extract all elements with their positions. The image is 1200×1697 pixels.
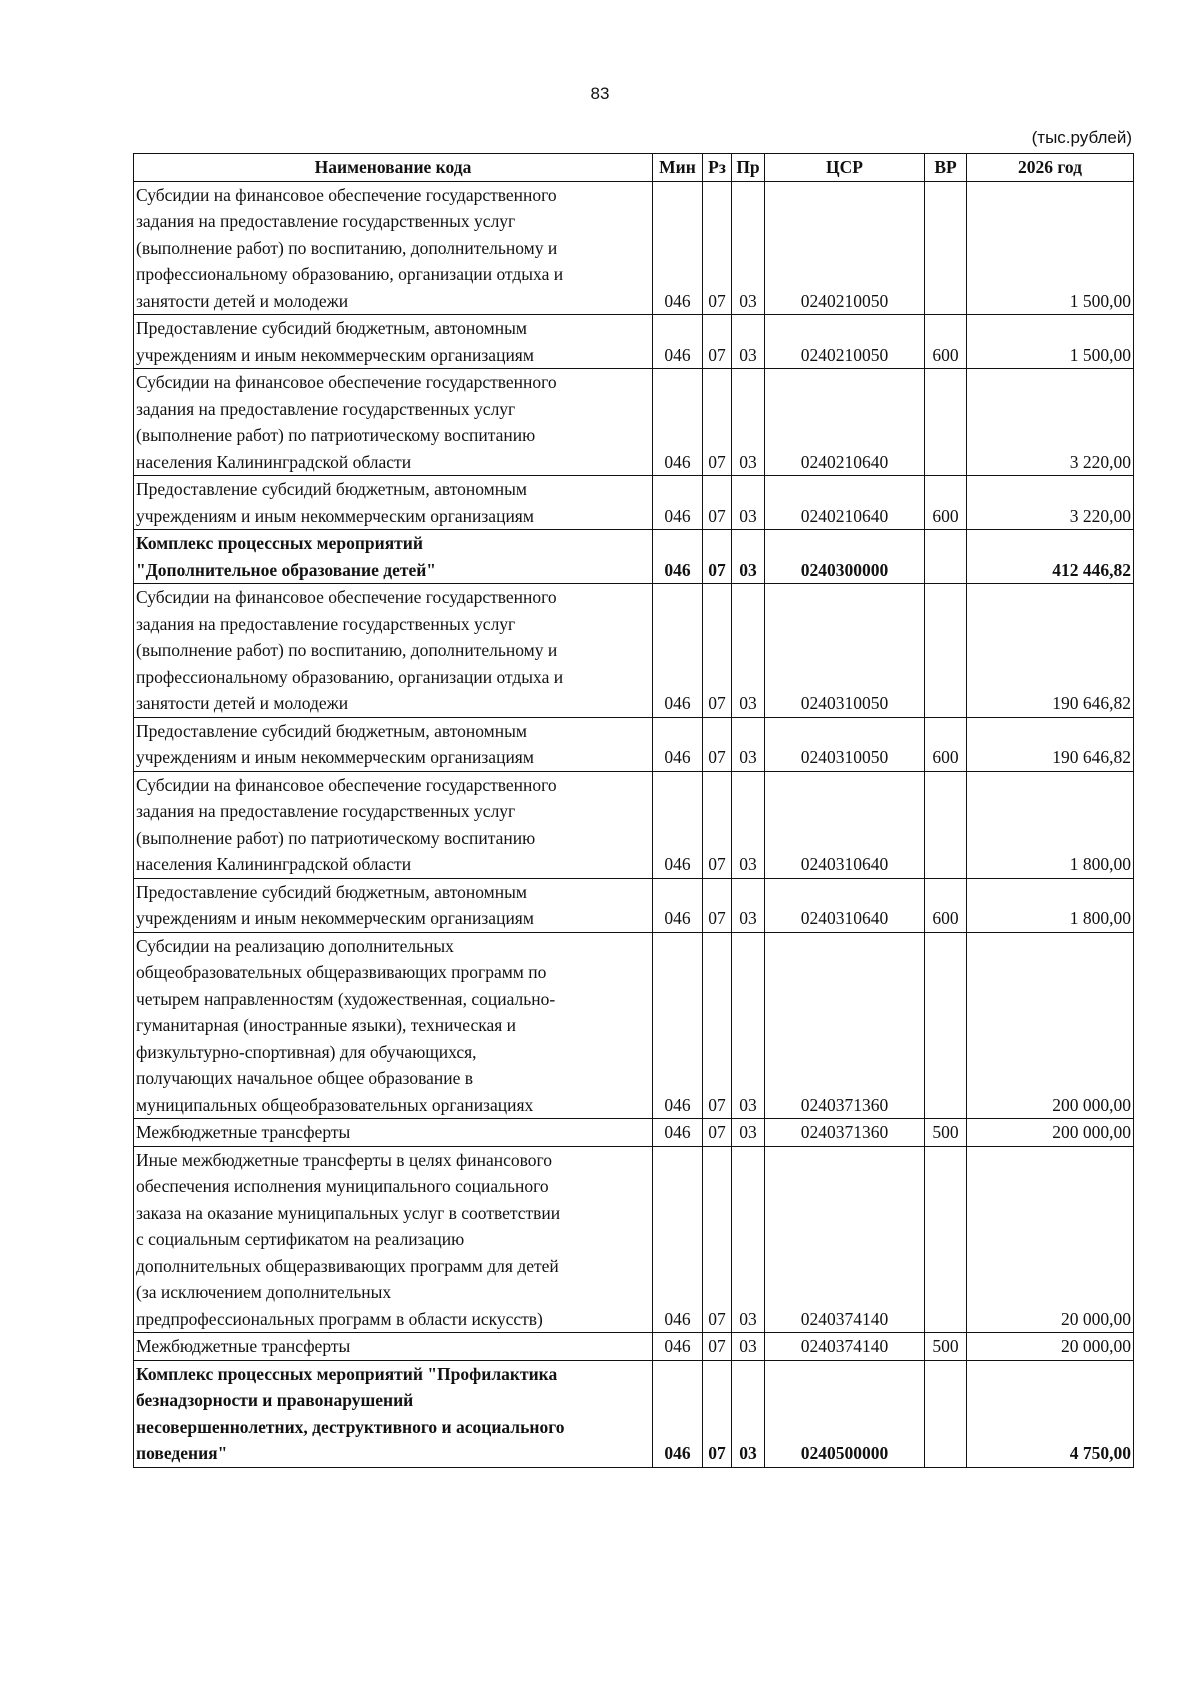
- rz-cell: 07: [703, 717, 732, 771]
- csr-cell: 0240210050: [765, 181, 925, 315]
- sum-cell: 4 750,00: [967, 1360, 1134, 1467]
- row-name-cell: Иные межбюджетные трансферты в целях финансового обеспечения исполнения муниципального социального заказа на оказание муниципальных услуг в соответствии с социальным сертификатом на реализацию дополнительных общеразвивающих программ для детей (за исключением дополнительных предпрофессиональных программ в области искусств): [134, 1146, 653, 1333]
- csr-cell: 0240310050: [765, 717, 925, 771]
- min-cell: 046: [653, 181, 703, 315]
- table-body: [134, 181, 1134, 1467]
- vr-cell: 600: [925, 476, 967, 530]
- min-cell: 046: [653, 584, 703, 718]
- page-number: 83: [590, 84, 610, 103]
- min-cell: 046: [653, 771, 703, 878]
- min-cell: 046: [653, 932, 703, 1119]
- min-cell: 046: [653, 878, 703, 932]
- vr-cell: 500: [925, 1333, 967, 1361]
- row-name-cell: Субсидии на реализацию дополнительных общеобразовательных общеразвивающих программ по четырем направленностям (художественная, социально- гуманитарная (иностранные языки), техническая и физкультурно-спортивная) для обучающихся, получающих начальное общее образование в муниципальных общеобразовательных организациях: [134, 932, 653, 1119]
- vr-cell: [925, 932, 967, 1119]
- sum-cell: 3 220,00: [967, 369, 1134, 476]
- header-name: Наименование кода: [134, 154, 653, 182]
- sum-cell: 190 646,82: [967, 584, 1134, 718]
- table-row: [134, 584, 1134, 718]
- min-cell: 046: [653, 530, 703, 584]
- table-row: [134, 369, 1134, 476]
- sum-cell: 3 220,00: [967, 476, 1134, 530]
- pr-cell: 03: [732, 878, 765, 932]
- vr-cell: 500: [925, 1119, 967, 1147]
- table-row: [134, 1119, 1134, 1147]
- table-row: [134, 717, 1134, 771]
- pr-cell: 03: [732, 1333, 765, 1361]
- vr-cell: [925, 1146, 967, 1333]
- sum-cell: 1 500,00: [967, 315, 1134, 369]
- min-cell: 046: [653, 476, 703, 530]
- vr-cell: [925, 584, 967, 718]
- csr-cell: 0240210050: [765, 315, 925, 369]
- table-header-row: [134, 154, 1134, 182]
- vr-cell: 600: [925, 717, 967, 771]
- budget-table: [133, 153, 1134, 1468]
- min-cell: 046: [653, 315, 703, 369]
- vr-cell: 600: [925, 315, 967, 369]
- table-row: [134, 181, 1134, 315]
- row-name-cell: Комплекс процессных мероприятий "Профилактика безнадзорности и правонарушений несовершеннолетних, деструктивного и асоциального поведения": [134, 1360, 653, 1467]
- min-cell: 046: [653, 1119, 703, 1147]
- header-pr: Пр: [732, 154, 765, 182]
- rz-cell: 07: [703, 181, 732, 315]
- table-row: [134, 1333, 1134, 1361]
- pr-cell: 03: [732, 369, 765, 476]
- rz-cell: 07: [703, 1333, 732, 1361]
- table-row: [134, 530, 1134, 584]
- row-name-cell: Комплекс процессных мероприятий "Дополнительное образование детей": [134, 530, 653, 584]
- table-row: [134, 932, 1134, 1119]
- row-name-cell: Субсидии на финансовое обеспечение государственного задания на предоставление государственных услуг (выполнение работ) по патриотическому воспитанию населения Калининградской области: [134, 369, 653, 476]
- row-name-cell: Субсидии на финансовое обеспечение государственного задания на предоставление государственных услуг (выполнение работ) по воспитанию, дополнительному и профессиональному образованию, организации отдыха и занятости детей и молодежи: [134, 584, 653, 718]
- csr-cell: 0240210640: [765, 369, 925, 476]
- header-csr: ЦСР: [765, 154, 925, 182]
- csr-cell: 0240371360: [765, 1119, 925, 1147]
- csr-cell: 0240310050: [765, 584, 925, 718]
- rz-cell: 07: [703, 584, 732, 718]
- table-row: [134, 476, 1134, 530]
- csr-cell: 0240310640: [765, 771, 925, 878]
- pr-cell: 03: [732, 1119, 765, 1147]
- rz-cell: 07: [703, 1146, 732, 1333]
- rz-cell: 07: [703, 369, 732, 476]
- csr-cell: 0240210640: [765, 476, 925, 530]
- pr-cell: 03: [732, 530, 765, 584]
- vr-cell: 600: [925, 878, 967, 932]
- table-row: [134, 315, 1134, 369]
- sum-cell: 20 000,00: [967, 1146, 1134, 1333]
- row-name-cell: Межбюджетные трансферты: [134, 1119, 653, 1147]
- pr-cell: 03: [732, 315, 765, 369]
- sum-cell: 1 800,00: [967, 771, 1134, 878]
- sum-cell: 412 446,82: [967, 530, 1134, 584]
- pr-cell: 03: [732, 717, 765, 771]
- row-name-cell: Субсидии на финансовое обеспечение государственного задания на предоставление государственных услуг (выполнение работ) по патриотическому воспитанию населения Калининградской области: [134, 771, 653, 878]
- table-row: [134, 1146, 1134, 1333]
- sum-cell: 20 000,00: [967, 1333, 1134, 1361]
- vr-cell: [925, 771, 967, 878]
- table-row: [134, 1360, 1134, 1467]
- row-name-cell: Предоставление субсидий бюджетным, автономным учреждениям и иным некоммерческим организациям: [134, 315, 653, 369]
- rz-cell: 07: [703, 1119, 732, 1147]
- pr-cell: 03: [732, 1360, 765, 1467]
- row-name-cell: Предоставление субсидий бюджетным, автономным учреждениям и иным некоммерческим организациям: [134, 476, 653, 530]
- rz-cell: 07: [703, 476, 732, 530]
- rz-cell: 07: [703, 530, 732, 584]
- units-label: (тыс.рублей): [1031, 128, 1132, 147]
- vr-cell: [925, 369, 967, 476]
- min-cell: 046: [653, 1360, 703, 1467]
- pr-cell: 03: [732, 1146, 765, 1333]
- pr-cell: 03: [732, 771, 765, 878]
- row-name-cell: Субсидии на финансовое обеспечение государственного задания на предоставление государственных услуг (выполнение работ) по воспитанию, дополнительному и профессиональному образованию, организации отдыха и занятости детей и молодежи: [134, 181, 653, 315]
- rz-cell: 07: [703, 771, 732, 878]
- csr-cell: 0240310640: [765, 878, 925, 932]
- pr-cell: 03: [732, 181, 765, 315]
- row-name-cell: Межбюджетные трансферты: [134, 1333, 653, 1361]
- sum-cell: 1 500,00: [967, 181, 1134, 315]
- table-row: [134, 771, 1134, 878]
- pr-cell: 03: [732, 476, 765, 530]
- rz-cell: 07: [703, 315, 732, 369]
- rz-cell: 07: [703, 878, 732, 932]
- csr-cell: 0240500000: [765, 1360, 925, 1467]
- table-row: [134, 878, 1134, 932]
- min-cell: 046: [653, 717, 703, 771]
- csr-cell: 0240374140: [765, 1146, 925, 1333]
- sum-cell: 200 000,00: [967, 1119, 1134, 1147]
- csr-cell: 0240374140: [765, 1333, 925, 1361]
- vr-cell: [925, 1360, 967, 1467]
- rz-cell: 07: [703, 1360, 732, 1467]
- header-min: Мин: [653, 154, 703, 182]
- min-cell: 046: [653, 369, 703, 476]
- pr-cell: 03: [732, 932, 765, 1119]
- header-vr: ВР: [925, 154, 967, 182]
- csr-cell: 0240300000: [765, 530, 925, 584]
- header-year: 2026 год: [967, 154, 1134, 182]
- row-name-cell: Предоставление субсидий бюджетным, автономным учреждениям и иным некоммерческим организациям: [134, 717, 653, 771]
- min-cell: 046: [653, 1146, 703, 1333]
- csr-cell: 0240371360: [765, 932, 925, 1119]
- header-rz: Рз: [703, 154, 732, 182]
- min-cell: 046: [653, 1333, 703, 1361]
- pr-cell: 03: [732, 584, 765, 718]
- sum-cell: 190 646,82: [967, 717, 1134, 771]
- rz-cell: 07: [703, 932, 732, 1119]
- sum-cell: 200 000,00: [967, 932, 1134, 1119]
- vr-cell: [925, 530, 967, 584]
- vr-cell: [925, 181, 967, 315]
- sum-cell: 1 800,00: [967, 878, 1134, 932]
- row-name-cell: Предоставление субсидий бюджетным, автономным учреждениям и иным некоммерческим организациям: [134, 878, 653, 932]
